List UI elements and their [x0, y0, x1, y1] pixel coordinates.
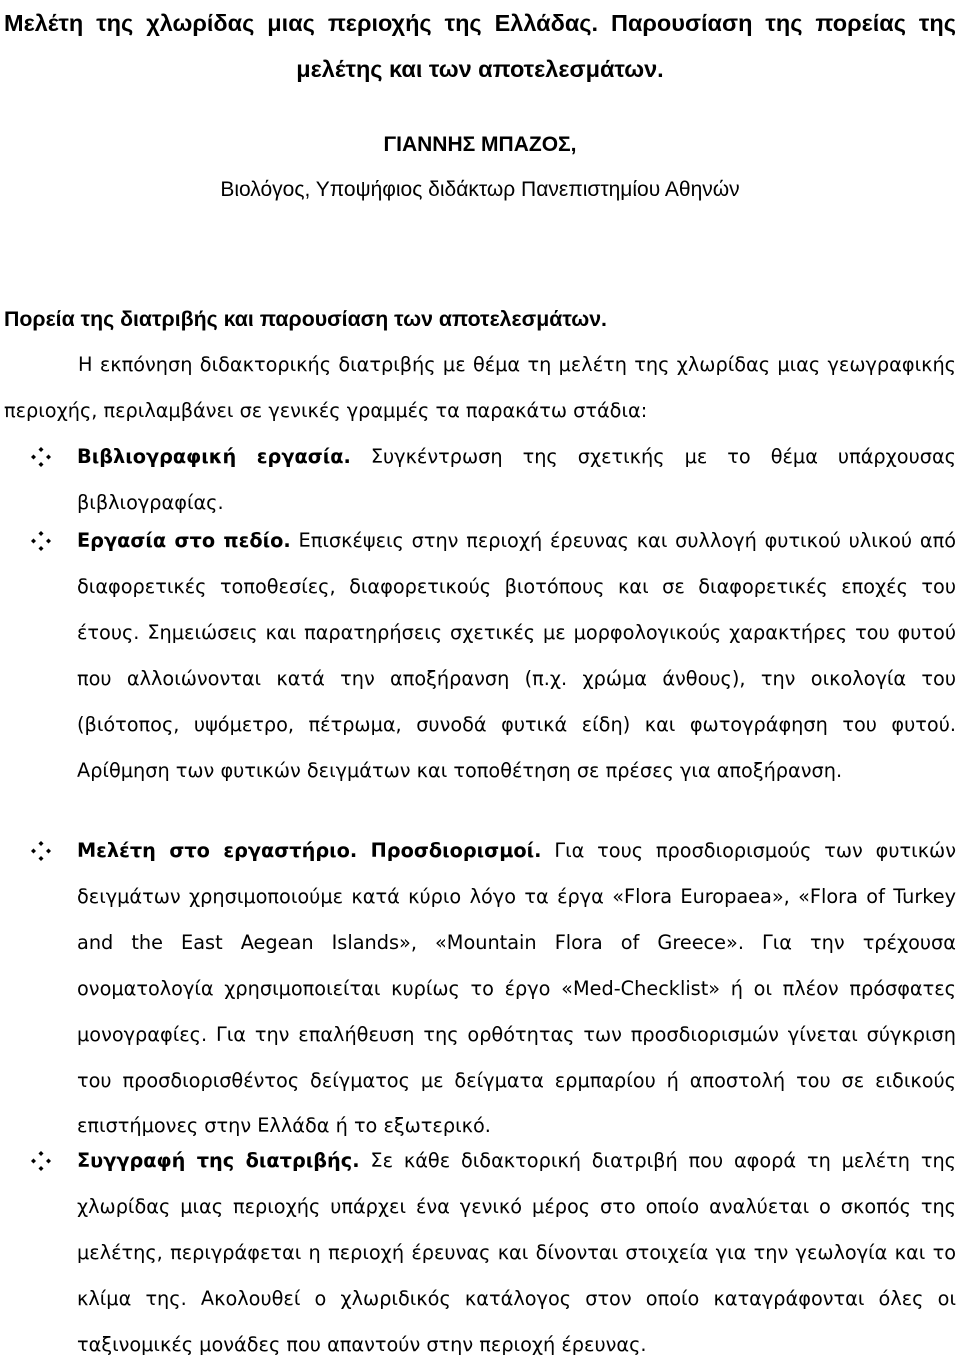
list-item-text: Σε κάθε διδακτορική διατριβή που αφορά τη μελέτη της χλωρίδας μιας περιοχής υπάρχει ένα γενικό μέρος στο οποίο αναλύεται ο σκοπός της μελέτης, περιγράφεται η περιοχή έρευνας και δίνονται στοιχεία για την γεωλογία και το κλίμα της. Ακολουθεί ο χλωριδικός κατάλογος στον οποίο καταγράφονται όλες οι ταξινομικές μονάδες που απαντούν στην περιοχή έρευνας.: [77, 1149, 956, 1356]
list-item-lead: Μελέτη στο εργαστήριο. Προσδιορισμοί.: [77, 839, 542, 862]
document-title-line-2: μελέτης και των αποτελεσμάτων.: [296, 56, 664, 82]
list-item-lead: Βιβλιογραφική εργασία.: [77, 445, 351, 468]
list-item-literature: [77, 434, 956, 526]
author-affiliation: Βιολόγος, Υποψήφιος διδάκτωρ Πανεπιστημίου Αθηνών: [220, 178, 740, 201]
diamond-dots-bullet-icon: [30, 840, 52, 862]
document-title-line-1: Μελέτη της χλωρίδας μιας περιοχής της Ελλάδας. Παρουσίαση της πορείας της: [4, 10, 956, 36]
document-title: [4, 0, 956, 92]
diamond-dots-bullet-icon: [30, 446, 52, 468]
section-heading: Πορεία της διατριβής και παρουσίαση των αποτελεσμάτων.: [4, 307, 607, 331]
list-item-laboratory: [77, 828, 956, 1149]
list-item-text: Συγκέντρωση της σχετικής με το θέμα υπάρχουσας βιβλιογραφίας.: [77, 445, 956, 514]
author-name: ΓΙΑΝΝΗΣ ΜΠΑΖΟΣ,: [383, 133, 577, 156]
list-item-text: Επισκέψεις στην περιοχή έρευνας και συλλογή φυτικού υλικού από διαφορετικές τοποθεσίες, διαφορετικούς βιοτόπους και σε διαφορετικές εποχές του έτους. Σημειώσεις και παρατηρήσεις σχετικές με μορφολογικούς χαρακτήρες του φυτού που αλλοιώνονται κατά την αποξήρανση (π.χ. χρώμα άνθους), την οικολογία του (βιότοπος, υψόμετρο, πέτρωμα, συνοδά φυτικά είδη) και φωτογράφηση του φυτού. Αρίθμηση των φυτικών δειγμάτων και τοποθέτηση σε πρέσες για αποξήρανση.: [77, 529, 956, 782]
list-item-lead: Εργασία στο πεδίο.: [77, 529, 291, 552]
diamond-dots-bullet-icon: [30, 1150, 52, 1172]
diamond-dots-bullet-icon: [30, 530, 52, 552]
intro-paragraph: Η εκπόνηση διδακτορικής διατριβής με θέμα τη μελέτη της χλωρίδας μιας γεωγραφικής περιοχής, περιλαμβάνει σε γενικές γραμμές τα παρακάτω στάδια:: [4, 353, 956, 422]
list-item-writing: [77, 1138, 956, 1368]
author-block: [0, 122, 960, 212]
list-item-fieldwork: [77, 518, 956, 793]
list-item-text: Για τους προσδιορισμούς των φυτικών δειγμάτων χρησιμοποιούμε κατά κύριο λόγο τα έργα «Flora Europaea», «Flora of Turkey and the East Aegean Islands», «Mountain Flora of Greece». Για την τρέχουσα ονοματολογία χρησιμοποιείται κυρίως το έργο «Med-Checklist» ή οι πλέον πρόσφατες μονογραφίες. Για την επαλήθευση της ορθότητας των προσδιορισμών γίνεται σύγκριση του προσδιορισθέντος δείγματος με δείγματα ερμπαρίου ή αποστολή του σε ειδικούς επιστήμονες στην Ελλάδα ή το εξωτερικό.: [77, 839, 956, 1138]
list-item-lead: Συγγραφή της διατριβής.: [77, 1149, 360, 1172]
